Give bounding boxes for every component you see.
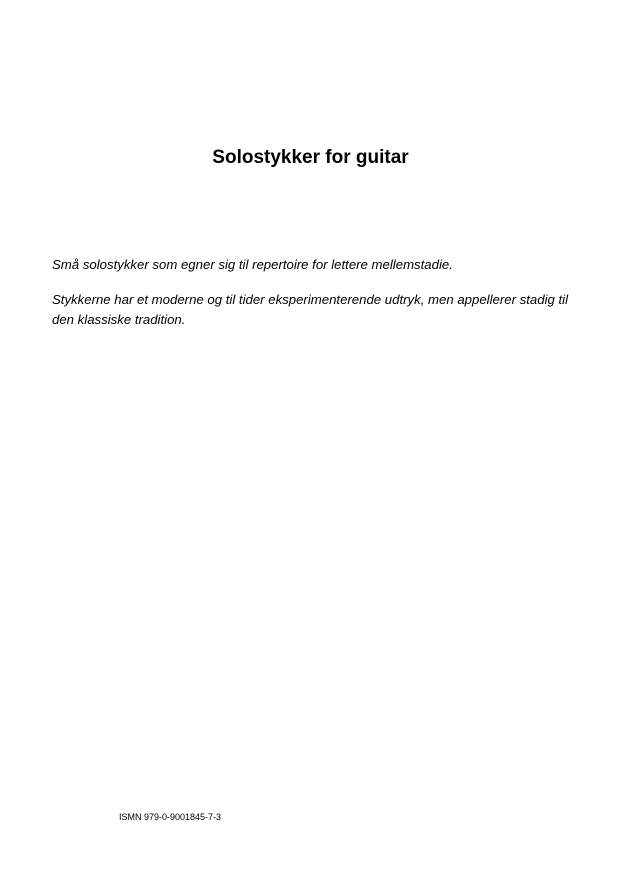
document-title: Solostykker for guitar [212, 147, 409, 168]
description-paragraph-2: Stykkerne har et moderne og til tider eksperimenterende udtryk, men appellerer stadig til den klassiske tradition. [52, 292, 569, 327]
description-paragraph-1: Små solostykker som egner sig til repertoire for lettere mellemstadie. [52, 257, 453, 272]
ismn-number: ISMN 979-0-9001845-7-3 [119, 812, 222, 822]
